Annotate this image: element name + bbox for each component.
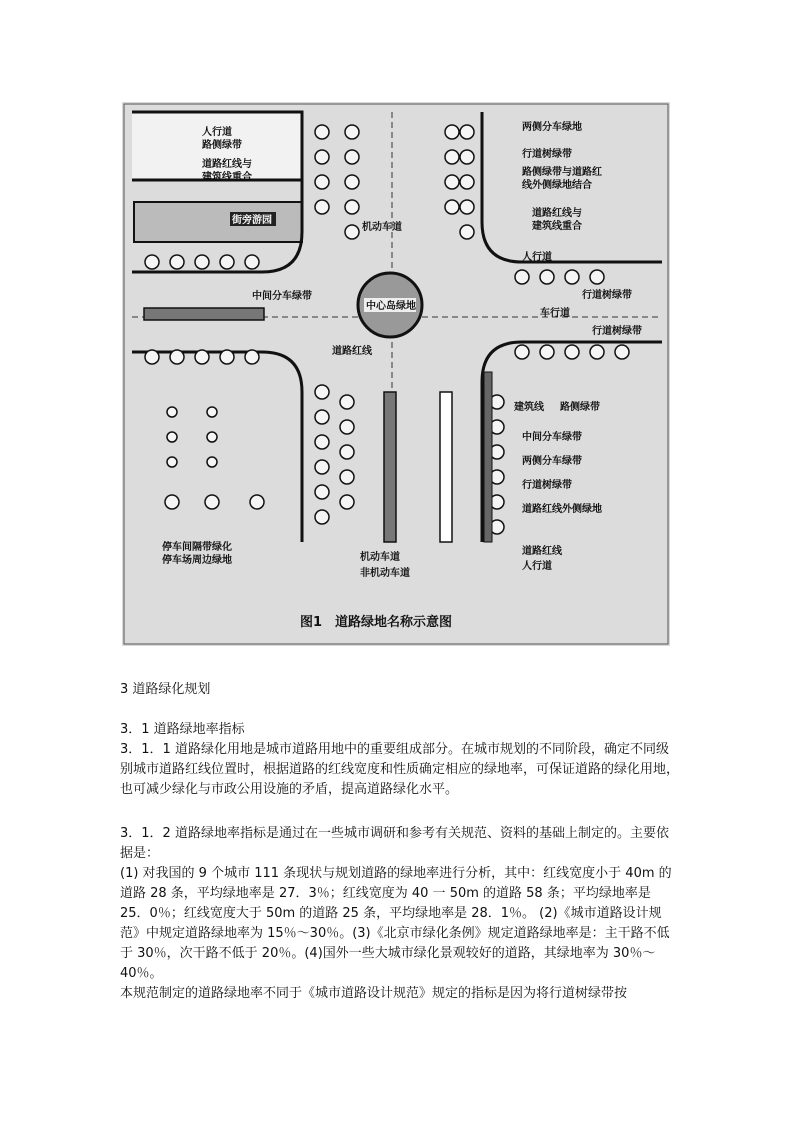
heading-text: 3 道路绿化规划: [120, 682, 211, 697]
label-hongxian-jianzhu-2: 建筑线重合: [202, 172, 252, 183]
subsection-title: 3．1 道路绿地率指标: [120, 722, 245, 737]
label-jidong-top: 机动车道: [362, 222, 402, 233]
paragraph-312-continuation: 本规范制定的道路绿地率不同于《城市道路设计规范》规定的指标是因为将行道树绿带按: [120, 986, 628, 1001]
label-feijidong: 非机动车道: [360, 568, 410, 579]
label-luce-lvdai-tl: 路侧绿带: [202, 140, 242, 151]
paragraph-311-text: 3．1．1 道路绿化用地是城市道路用地中的重要组成部分。在城市规划的不同阶段，确定不同级别城市道路红线位置时，根据道路的红线宽度和性质确定相应的绿地率，可保证道路的绿化用地，也可减少绿化与市政公用设施的矛盾，提高道路绿化水平。: [120, 742, 680, 797]
label-chexingdao: 车行道: [540, 308, 570, 319]
figure-caption: 图1 道路绿地名称示意图: [300, 615, 453, 630]
subsection-heading: [120, 720, 680, 740]
label-jianzhuxian: 建筑线: [514, 402, 544, 413]
road-greenbelt-diagram: [122, 102, 670, 646]
label-tingche-2: 停车场周边绿地: [162, 555, 232, 566]
label-hongxian-waice: 道路红线外侧绿地: [522, 504, 602, 515]
label-tingche-1: 停车间隔带绿化: [162, 542, 232, 553]
label-luce-lvdai-r: 路侧绿带: [560, 402, 600, 413]
label-renxingdao-b: 人行道: [522, 561, 552, 572]
label-luce-hongxian-2: 线外侧绿地结合: [522, 180, 592, 191]
divider-strip-centre: [384, 392, 396, 542]
label-zhongxin: 中心岛绿地: [366, 301, 416, 312]
label-jiefang: 街旁游园: [232, 215, 272, 226]
label-zhongjian-left: 中间分车绿带: [252, 291, 312, 302]
paragraph-312-basis: (1) 对我国的 9 个城市 111 条现状与规划道路的绿地率进行分析，其中：红线宽度小于 40m 的道路 28 条，平均绿地率是 27．3％；红线宽度为 40 一 50m 的道路 58 条；平均绿地率是 25．0％；红线宽度大于 50m 的道路 25 条，平均绿地率是 28．1％。 (2)《城市道路设计规范》中规定道路绿地率为 15％～30％。(3)《北京市绿化条例》规定道路绿地率是：主干路不低于 30％，次干路不低于 20％。(4)国外一些大城市绿化景观较好的道路，其绿地率为 30％～40％。: [120, 866, 672, 981]
label-hongxian-right-2: 建筑线重合: [532, 221, 582, 232]
roadside-strip: [484, 372, 492, 542]
paragraph-311: [120, 740, 680, 800]
label-liangce: 两侧分车绿地: [522, 122, 582, 133]
label-xingdaoshu-top: 行道树绿带: [522, 149, 572, 160]
label-luce-hongxian-1: 路侧绿带与道路红: [522, 167, 602, 178]
label-xingdaoshu-right2: 行道树绿带: [592, 326, 642, 337]
label-zhongjian-r: 中间分车绿带: [522, 432, 582, 443]
paragraph-312-intro: 3．1．2 道路绿地率指标是通过在一些城市调研和参考有关规范、资料的基础上制定的。主要依据是：: [120, 826, 669, 861]
label-daolu-hongxian-mid: 道路红线: [332, 346, 372, 357]
park-strip: [134, 202, 302, 242]
label-daolu-hongxian-b: 道路红线: [522, 546, 562, 557]
diagram-svg: [122, 102, 670, 646]
median-strip-left: [144, 308, 264, 320]
label-jidong-bottom: 机动车道: [360, 552, 400, 563]
label-renxingdao-tl: 人行道: [202, 127, 232, 138]
label-hongxian-jianzhu-1: 道路红线与: [202, 159, 252, 170]
divider-strip-right: [440, 392, 452, 542]
label-hongxian-right-1: 道路红线与: [532, 208, 582, 219]
paragraph-312: [120, 824, 680, 1004]
label-renxingdao-right: 人行道: [522, 252, 552, 263]
label-liangce-r: 两侧分车绿带: [522, 456, 582, 467]
label-xingdaoshu-r: 行道树绿带: [522, 480, 572, 491]
label-xingdaoshu-right1: 行道树绿带: [582, 290, 632, 301]
section-heading: [120, 680, 680, 700]
